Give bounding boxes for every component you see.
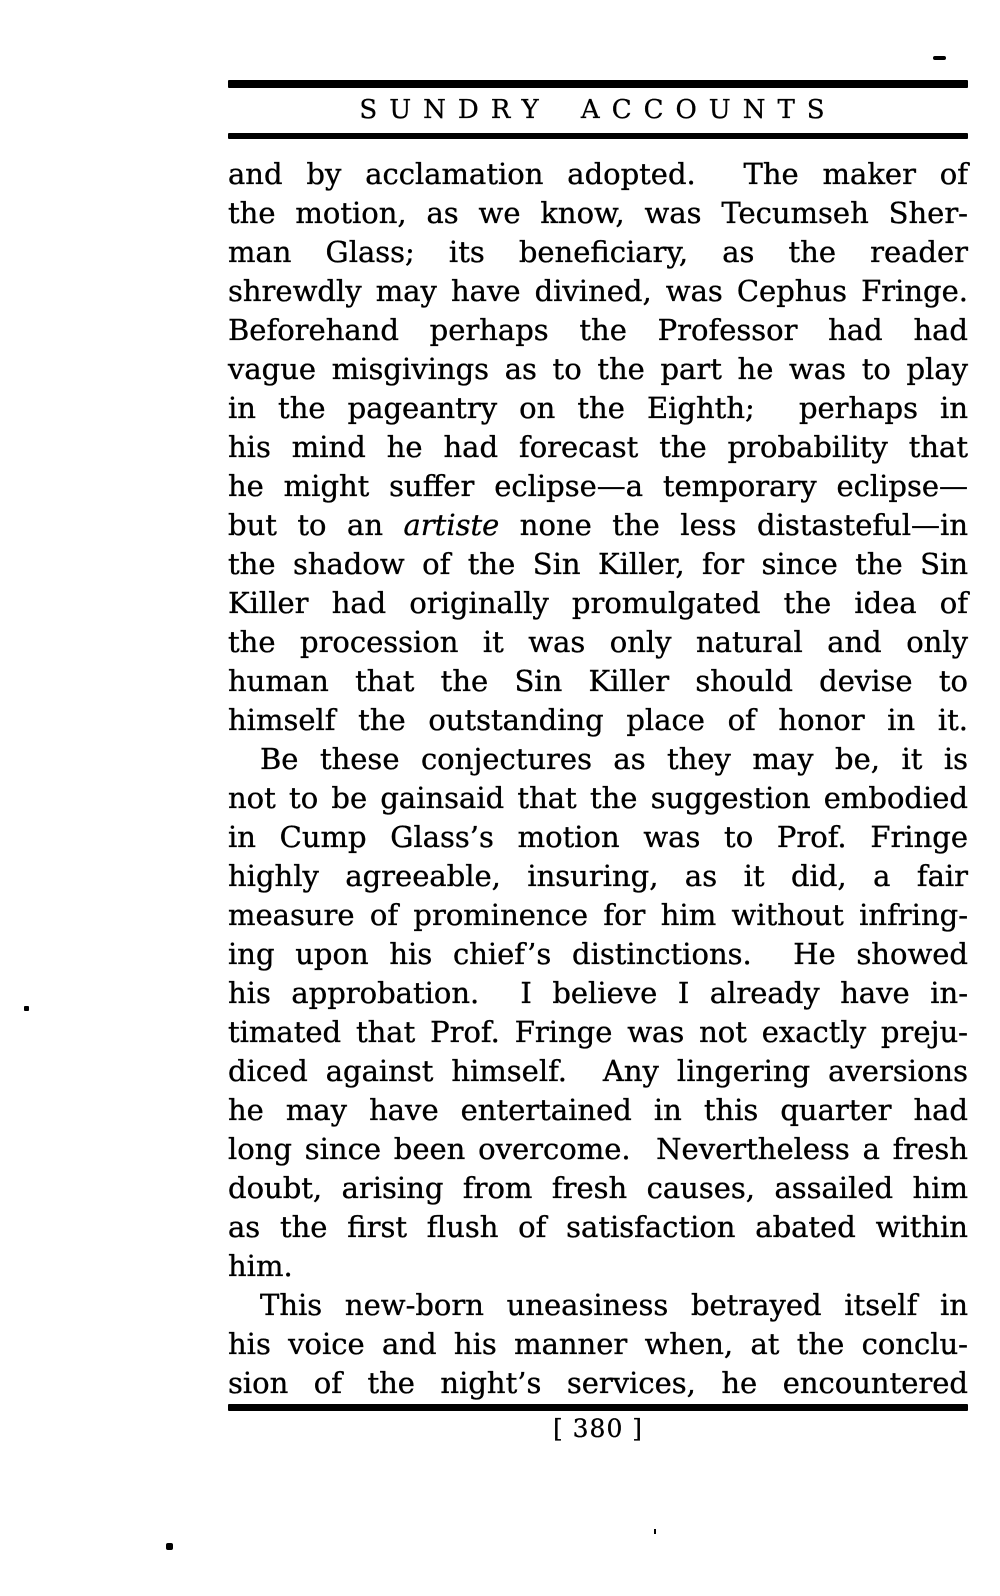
text-line: he may have entertained in this quarter had — [228, 1093, 968, 1127]
text-line: sion of the night’s services, he encountered — [228, 1366, 968, 1400]
italic-word: artiste — [403, 508, 500, 542]
text-line: not to be gainsaid that the suggestion embodied — [228, 781, 968, 815]
scan-artifact-dot-bottom — [166, 1543, 173, 1550]
text-line: Be these conjectures as they may be, it is — [260, 742, 968, 776]
text-line: the motion, as we know, was Tecumseh Sher- — [228, 196, 968, 230]
scan-artifact-dash — [933, 56, 946, 60]
text-line: shrewdly may have divined, was Cephus Fringe. — [228, 274, 968, 308]
page-body-text — [228, 155, 968, 1403]
text-line: doubt, arising from fresh causes, assailed him — [228, 1171, 968, 1205]
text-line: his mind he had forecast the probability that — [228, 430, 968, 464]
text-line: Killer had originally promulgated the idea of — [228, 586, 968, 620]
text-line: highly agreeable, insuring, as it did, a fair — [228, 859, 968, 893]
header-rule-bottom — [228, 133, 968, 139]
footer-rule — [228, 1404, 968, 1411]
text-line: in the pageantry on the Eighth; perhaps in — [228, 391, 968, 425]
scan-artifact-dot-left — [24, 1006, 29, 1011]
text-line: he might suffer eclipse—a temporary eclipse— — [228, 469, 968, 503]
text-line: his approbation. I believe I already have in- — [228, 976, 968, 1010]
text-line: timated that Prof. Fringe was not exactly preju- — [228, 1015, 968, 1049]
text-line: human that the Sin Killer should devise to — [228, 664, 968, 698]
text-line: Beforehand perhaps the Professor had had — [228, 313, 968, 347]
text-line: vague misgivings as to the part he was to play — [228, 352, 968, 386]
text-line: diced against himself. Any lingering aversions — [228, 1054, 968, 1088]
scan-artifact-speck — [654, 1529, 656, 1534]
text-line: the procession it was only natural and only — [228, 625, 968, 659]
text-line: long since been overcome. Nevertheless a fresh — [228, 1132, 968, 1166]
text-line: ing upon his chief’s distinctions. He showed — [228, 937, 968, 971]
text-line: but to an artiste none the less distasteful—in — [228, 508, 969, 542]
text-line: himself the outstanding place of honor in it. — [228, 703, 968, 737]
running-header: SUNDRY ACCOUNTS — [359, 95, 837, 125]
text-line: his voice and his manner when, at the conclu- — [228, 1327, 968, 1361]
text-line: man Glass; its beneficiary, as the reader — [228, 235, 968, 269]
text-line: as the first flush of satisfaction abated within — [228, 1210, 968, 1244]
text-line: the shadow of the Sin Killer, for since the Sin — [228, 547, 968, 581]
text-line: measure of prominence for him without infring- — [228, 898, 968, 932]
header-rule-top — [228, 80, 968, 88]
text-line: This new-born uneasiness betrayed itself in — [260, 1288, 968, 1322]
text-line: in Cump Glass’s motion was to Prof. Fringe — [228, 820, 968, 854]
page-number: [ 380 ] — [552, 1414, 644, 1443]
text-line: and by acclamation adopted. The maker of — [228, 157, 968, 191]
text-line: him. — [228, 1249, 293, 1283]
